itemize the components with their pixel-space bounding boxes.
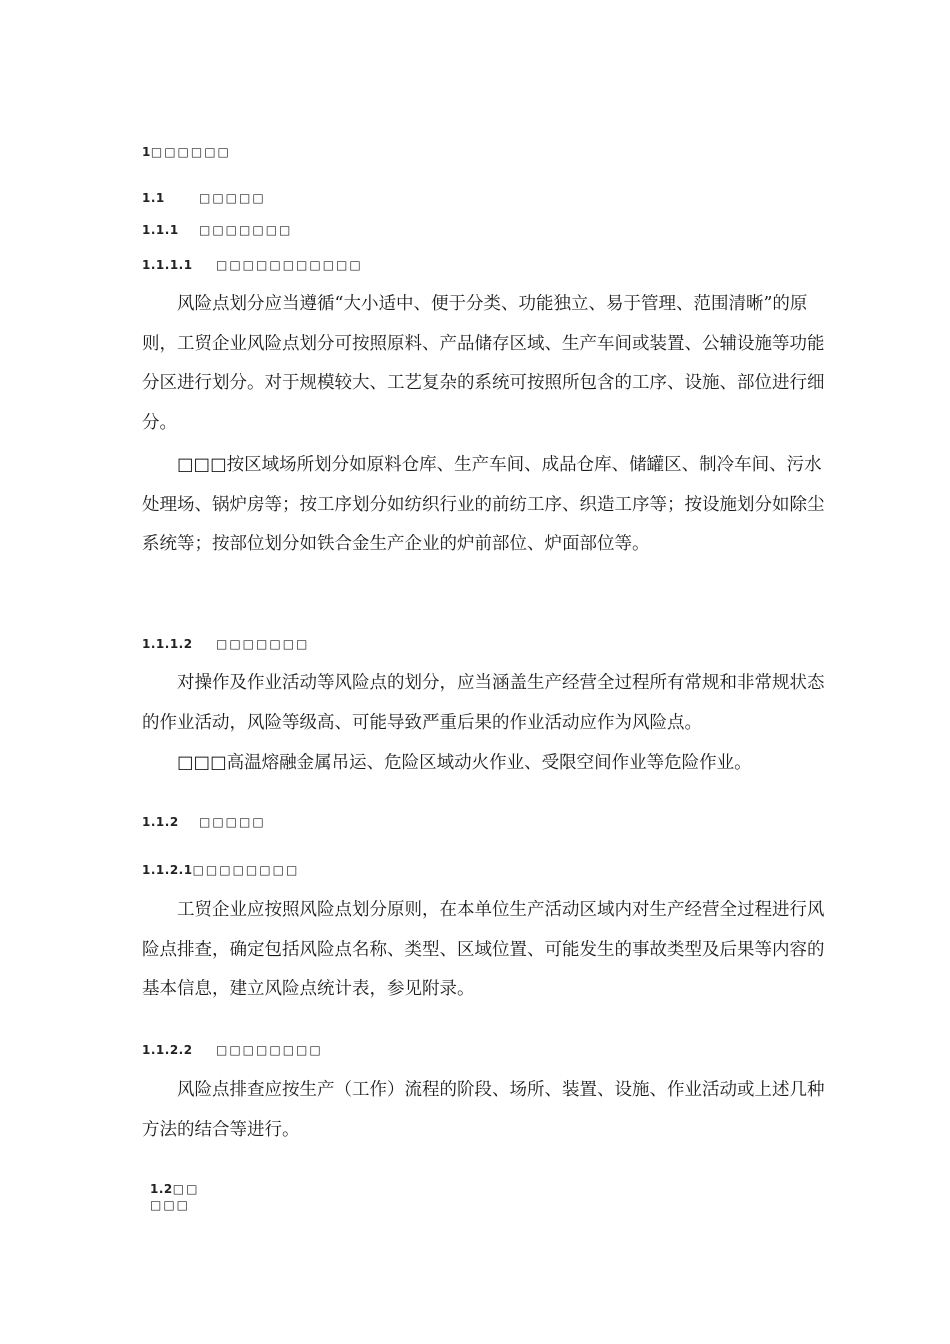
heading-number: 1 xyxy=(142,145,151,159)
heading-1-1-1-1 xyxy=(142,258,363,272)
heading-title: □□□□□□ xyxy=(150,145,231,159)
paragraph-operation-division: 对操作及作业活动等风险点的划分，应当涵盖生产经营全过程所有常规和非常规状态的作业活动，风险等级高、可能导致严重后果的作业活动应作为风险点。 xyxy=(142,673,825,733)
heading-number: 1.1.1 xyxy=(142,223,179,237)
heading-title: □□ xyxy=(172,1182,200,1196)
heading-number: 1.1.1.2 xyxy=(142,637,193,651)
heading-title: □□□□□□□□ xyxy=(192,863,300,877)
heading-1-1-2 xyxy=(142,815,266,829)
heading-1-1-2-2 xyxy=(142,1043,323,1057)
heading-1 xyxy=(142,145,231,159)
heading-1-1 xyxy=(142,191,266,205)
heading-1-2 xyxy=(150,1181,199,1213)
paragraph-investigation-method: 风险点排查应按生产（工作）流程的阶段、场所、装置、设施、作业活动或上述几种方法的结合等进行。 xyxy=(142,1080,825,1140)
heading-1-1-1 xyxy=(142,223,292,237)
paragraph-risk-investigation: 工贸企业应按照风险点划分原则，在本单位生产活动区域内对生产经营全过程进行风险点排查，确定包括风险点名称、类型、区域位置、可能发生的事故类型及后果等内容的基本信息，建立风险点统计表，参见附录。 xyxy=(142,900,825,999)
heading-title: □□□□□□□ xyxy=(216,637,310,651)
heading-number: 1.1.1.1 xyxy=(142,258,193,272)
heading-1-1-1-2 xyxy=(142,637,309,651)
paragraph-hazardous-operations: □□□高温熔融金属吊运、危险区域动火作业、受限空间作业等危险作业。 xyxy=(177,753,752,773)
heading-title: □□□□□ xyxy=(199,815,266,829)
heading-title: □□□□□□□□ xyxy=(216,1043,323,1057)
heading-title-continued: □□□ xyxy=(150,1198,191,1212)
paragraph-division-examples: □□□按区域场所划分如原料仓库、生产车间、成品仓库、储罐区、制冷车间、污水处理场、锅炉房等；按工序划分如纺织行业的前纺工序、织造工序等；按设施划分如除尘系统等；按部位划分如铁合金生产企业的炉前部位、炉面部位等。 xyxy=(142,455,825,554)
heading-1-1-2-1 xyxy=(142,863,299,877)
heading-number: 1.1.2.1 xyxy=(142,863,193,877)
heading-number: 1.1.2 xyxy=(142,815,179,829)
heading-title: □□□□□□□□□□□ xyxy=(216,258,363,272)
paragraph-risk-division-principle: 风险点划分应当遵循“大小适中、便于分类、功能独立、易于管理、范围清晰”的原则，工贸企业风险点划分可按照原料、产品储存区域、生产车间或装置、公辅设施等功能分区进行划分。对于规模较大、工艺复杂的系统可按照所包含的工序、设施、部位进行细分。 xyxy=(142,294,825,433)
heading-number: 1.1.2.2 xyxy=(142,1043,193,1057)
heading-number: 1.2 xyxy=(150,1182,173,1196)
heading-title: □□□□□□□ xyxy=(199,223,293,237)
heading-number: 1.1 xyxy=(142,191,165,205)
heading-title: □□□□□ xyxy=(199,191,266,205)
